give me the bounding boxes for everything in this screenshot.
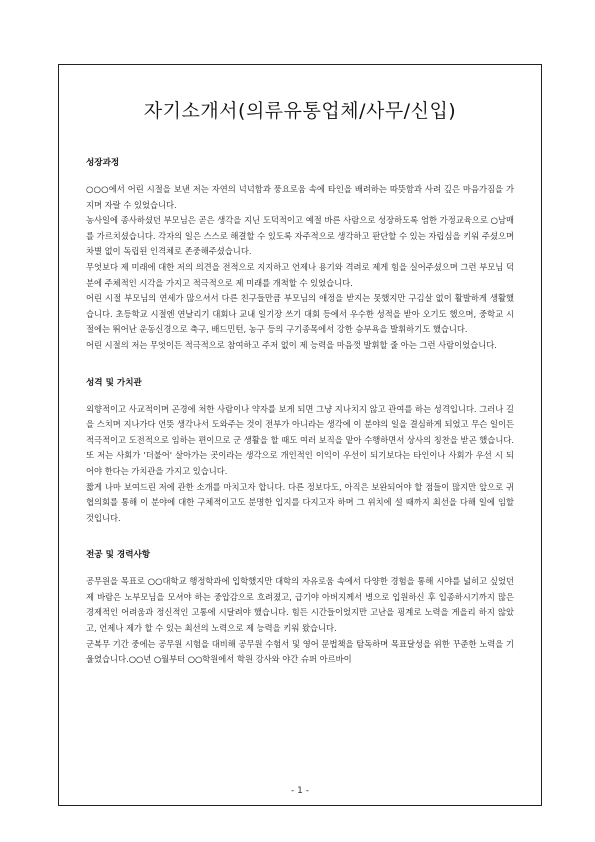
paragraph: 외향적이고 사교적이며 곤경에 처한 사람이나 약자를 보게 되면 그냥 지나치지 않고 관여를 하는 성격입니다. 그러나 길을 스치며 지나가다 언뜻 생각나서 도와주는 것이 전부가 아니라는 생각에 이 분야의 일을 결심하게 되었고 무슨 일이든 적극적이고 도전적으로 임하는 편이므로 군 생활을 할 때도 여러 보직을 맡아 수행하면서 상사의 칭찬을 받곤 했습니다. 또 저는 사회가 '더불어' 살아가는 곳이라는 생각으로 개인적인 이익이 우선이 되기보다는 타인이나 사회가 우선 시 되어야 한다는 가치관을 가지고 있습니다. (86, 403, 514, 476)
section-heading-growth: 성장과정 (86, 158, 120, 168)
document-body (86, 156, 514, 668)
paragraph: ○○○에서 어린 시절을 보낸 저는 자연의 넉넉함과 풍요로움 속에 타인을 배려하는 따뜻함과 사려 깊은 마음가짐을 가지며 자랄 수 있었습니다. (86, 184, 514, 210)
section-heading-major-career: 전공 및 경력사항 (86, 550, 151, 561)
paragraph: 짧게 나마 보여드린 저에 관한 소개를 마치고자 합니다. 다른 정보다도, 아직은 보완되어야 할 점들이 많지만 앞으로 귀 협의회를 통해 이 분야에 대한 구체적이고도 분명한 입지를 다지고자 하며 그 위치에 설 때까지 최선을 다해 일에 임할 것입니다. (86, 481, 514, 523)
paragraph: 공무원을 목표로 ○○대학교 행정학과에 입학했지만 대학의 자유로움 속에서 다양한 경험을 통해 시야를 넓히고 싶었던 제 바람은 노부모님을 모셔야 하는 중압감으로 흐려졌고, 급기야 아버지께서 병으로 입원하신 후 입종하시기까지 많은 경제적인 어려움과 정신적인 고통에 시달려야 했습니다. 힘든 시간들이었지만 고난을 핑계로 노력을 게을리 하지 않았고, 언제나 제가 할 수 있는 최선의 노력으로 제 능력을 키워 왔습니다. (86, 576, 514, 634)
paragraph: 군복무 기간 중에는 공무원 시험을 대비해 공무원 수험서 및 영어 문법책을 탐독하며 목표달성을 위한 꾸준한 노력을 기울였습니다.○○년 ○월부터 ○○학원에서 학원 강사와 야간 슈퍼 아르바이 (86, 638, 514, 665)
paragraph: 무엇보다 제 미래에 대한 저의 의견을 전적으로 지지하고 언제나 용기와 격려로 제게 힘을 실어주셨으며 그런 부모님 덕분에 주체적인 시각을 가지고 적극적으로 제 미래를 개척할 수 있었습니다. (86, 261, 514, 288)
document-title: 자기소개서(의류유통업체/사무/신입) (143, 100, 457, 122)
page-number: - 1 - (291, 786, 309, 796)
paragraph: 어린 시절 부모님의 연세가 많으셔서 다른 친구들만큼 부모님의 애정을 받지는 못했지만 구김살 없이 활발하게 생활했습니다. 초등학교 시절엔 연날리기 대회나 교내 일기장 쓰기 대회 등에서 우수한 성적을 받아 오기도 했으며, 중학교 시절에는 뛰어난 운동신경으로 축구, 배드민턴, 농구 등의 구기종목에서 강한 승부욕을 발휘하기도 했습니다. (86, 293, 514, 335)
paragraph: 어린 시절의 저는 무엇이든 적극적으로 참여하고 주저 없이 제 능력을 마음껏 발휘할 줄 아는 그런 사람이었습니다. (86, 339, 497, 350)
section-heading-personality: 성격 및 가치관 (86, 377, 142, 388)
paragraph: 농사일에 종사하셨던 부모님은 곧은 생각을 지닌 도덕적이고 예절 바른 사람으로 성장하도록 엄한 가정교육으로 ○남매를 가르치셨습니다. 각자의 일은 스스로 해결할 수 있도록 자주적으로 생각하고 판단할 수 있는 자립심을 키워 주셨으며 차별 없이 독립된 인격체로 존중해주셨습니다. (86, 215, 514, 257)
